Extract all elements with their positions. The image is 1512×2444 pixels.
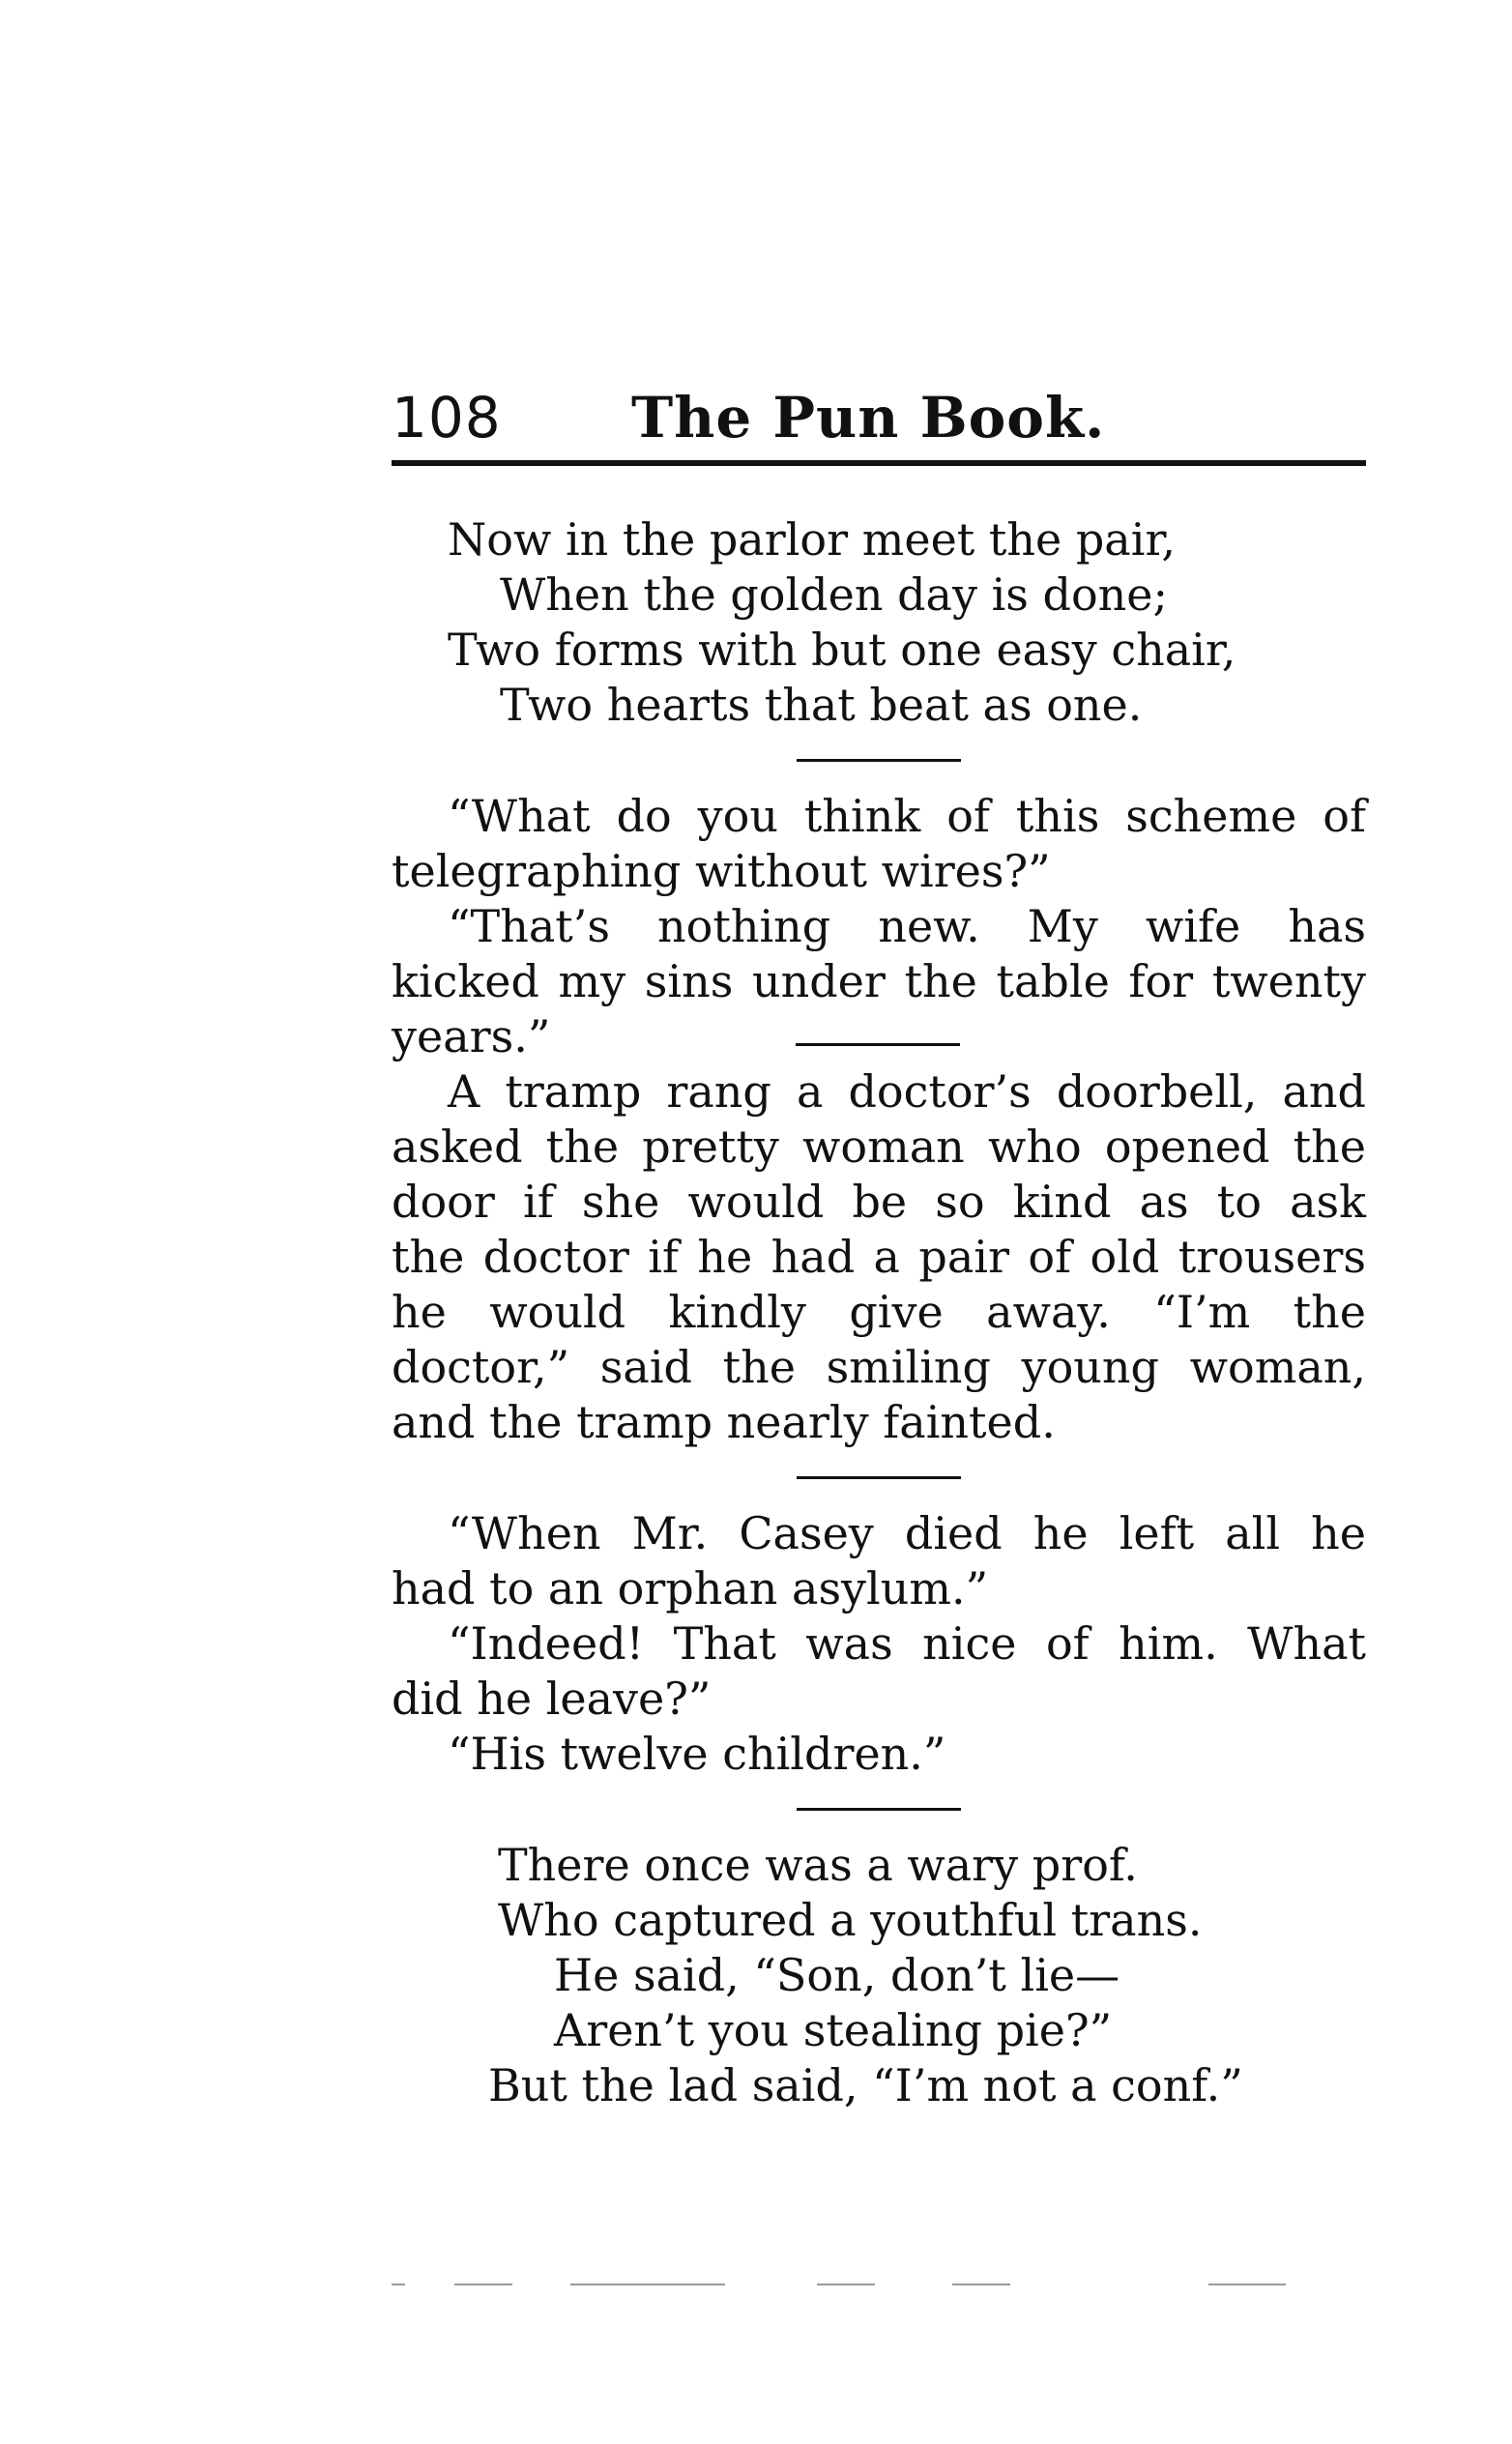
text-line: telegraphing without wires?”: [392, 845, 1051, 897]
text-line: the doctor if he had a pair of old trousers: [392, 1231, 1366, 1283]
verse-line: Who captured a youthful trans.: [498, 1894, 1203, 1946]
text-line: had to an orphan asylum.”: [392, 1562, 989, 1615]
text-line-with-divider: [392, 1009, 1366, 1064]
joke-tramp: [392, 1064, 1366, 1450]
text-line: he would kindly give away. “I’m the: [392, 1286, 1366, 1338]
text-line: “His twelve children.”: [448, 1728, 946, 1780]
section-divider: [797, 1808, 961, 1811]
verse-line: Two hearts that beat as one.: [500, 679, 1143, 731]
poem-parlor: [392, 512, 1366, 733]
limerick: [392, 1838, 1366, 2113]
section-divider: [797, 759, 961, 762]
page-body: [392, 512, 1366, 2113]
text-line: asked the pretty woman who opened the: [392, 1120, 1366, 1173]
scan-speck: [570, 2284, 725, 2285]
joke-telegraph: [392, 789, 1366, 1064]
scan-speck: [392, 2284, 405, 2285]
text-line: “What do you think of this scheme of: [448, 790, 1366, 842]
text-line: did he leave?”: [392, 1673, 712, 1725]
text-line: and the tramp nearly fainted.: [392, 1396, 1056, 1448]
text-line: doctor,” said the smiling young woman,: [392, 1341, 1366, 1393]
text-line: kicked my sins under the table for twenty: [392, 955, 1366, 1007]
verse-line: Now in the parlor meet the pair,: [448, 513, 1177, 566]
text-line: A tramp rang a doctor’s doorbell, and: [448, 1065, 1366, 1118]
verse-line: He said, “Son, don’t lie—: [554, 1949, 1120, 2001]
verse-line: When the golden day is done;: [500, 568, 1169, 621]
section-divider: [796, 1043, 960, 1046]
verse-line: But the lad said, “I’m not a conf.”: [488, 2059, 1243, 2111]
header-rule: [392, 460, 1366, 466]
scan-speck: [817, 2284, 875, 2285]
text-line: years.”: [392, 1010, 551, 1062]
joke-casey: [392, 1506, 1366, 1782]
scan-speck: [1208, 2284, 1286, 2285]
running-title: The Pun Book.: [631, 385, 1106, 451]
scan-speck: [454, 2284, 512, 2285]
text-line: “Indeed! That was nice of him. What: [448, 1617, 1366, 1670]
page-number: 108: [392, 385, 502, 451]
text-line: door if she would be so kind as to ask: [392, 1176, 1366, 1228]
scan-speck: [952, 2284, 1010, 2285]
verse-line: There once was a wary prof.: [498, 1839, 1138, 1891]
section-divider: [797, 1476, 961, 1479]
verse-line: Two forms with but one easy chair,: [448, 624, 1236, 676]
text-line: “That’s nothing new. My wife has: [448, 900, 1366, 952]
verse-line: Aren’t you stealing pie?”: [554, 2004, 1113, 2056]
text-line: “When Mr. Casey died he left all he: [448, 1507, 1366, 1559]
page-header: [392, 379, 1366, 456]
